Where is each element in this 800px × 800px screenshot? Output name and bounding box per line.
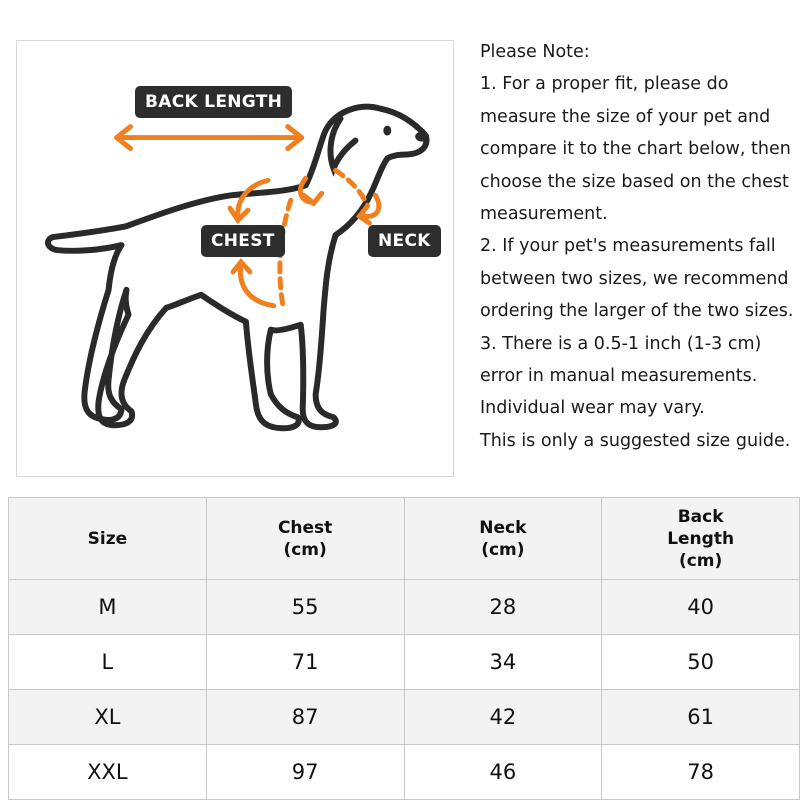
- note-item: 1. For a proper fit, please do measure the size of your pet and compare it to the chart below, then choose the size based on the chest measurement.: [480, 74, 791, 225]
- measurement-diagram: [16, 40, 454, 477]
- note-item: 2. If your pet's measurements fall between two sizes, we recommend ordering the larger of the two sizes.: [480, 236, 794, 322]
- table-cell: 46: [404, 745, 602, 800]
- table-cell: 28: [404, 580, 602, 635]
- table-header-row: [9, 498, 800, 580]
- note-item: This is only a suggested size guide.: [480, 430, 791, 451]
- neck-label: NECK: [368, 225, 441, 257]
- note-item: 3. There is a 0.5-1 inch (1-3 cm) error in manual measurements. Individual wear may vary.: [480, 333, 762, 419]
- table-cell: M: [9, 580, 207, 635]
- table-cell: XXL: [9, 745, 207, 800]
- table-row: [9, 690, 800, 745]
- table-cell: 97: [206, 745, 404, 800]
- table-cell: 61: [602, 690, 800, 745]
- header-size: Size: [9, 498, 207, 580]
- table-cell: 40: [602, 580, 800, 635]
- chest-label: CHEST: [201, 225, 285, 257]
- header-back-length: Back Length (cm): [602, 498, 800, 580]
- table-cell: 34: [404, 635, 602, 690]
- table-cell: 87: [206, 690, 404, 745]
- back-length-arrow: [117, 127, 302, 149]
- header-neck: Neck (cm): [404, 498, 602, 580]
- table-cell: 42: [404, 690, 602, 745]
- notes-heading: Please Note:: [480, 42, 590, 62]
- size-chart-table: [8, 497, 800, 800]
- back-length-label: BACK LENGTH: [135, 86, 292, 118]
- size-notes: [480, 36, 798, 457]
- table-row: [9, 635, 800, 690]
- table-row: [9, 580, 800, 635]
- table-row: [9, 745, 800, 800]
- table-cell: XL: [9, 690, 207, 745]
- header-chest: Chest (cm): [206, 498, 404, 580]
- table-cell: L: [9, 635, 207, 690]
- table-cell: 55: [206, 580, 404, 635]
- table-cell: 71: [206, 635, 404, 690]
- table-cell: 50: [602, 635, 800, 690]
- table-cell: 78: [602, 745, 800, 800]
